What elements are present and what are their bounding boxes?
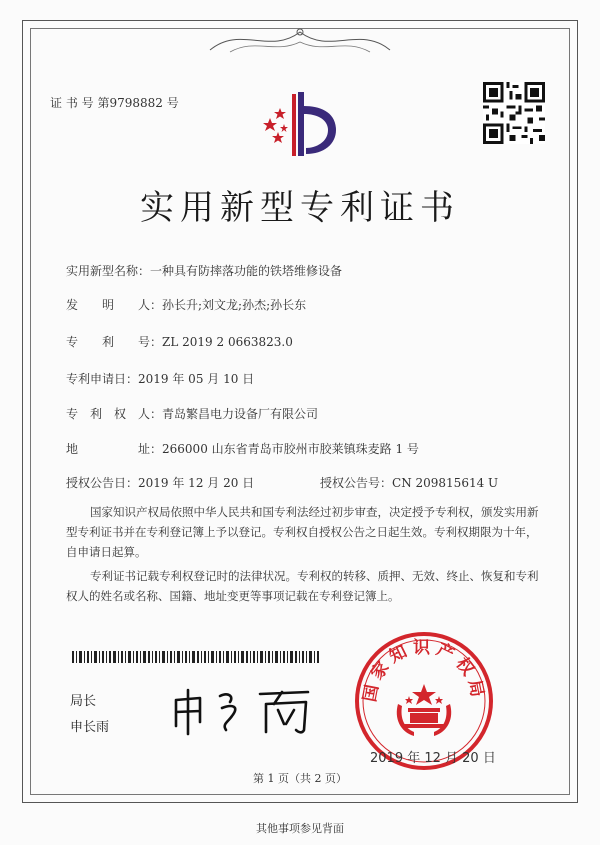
field-patentee xyxy=(66,405,318,422)
field-label: 地 址： xyxy=(66,442,163,456)
seal-date: 2019 年 12 月 20 日 xyxy=(370,751,496,766)
field-label: 专 利 权 人： xyxy=(66,407,163,421)
field-value: 2019 年 05 月 10 日 xyxy=(138,372,255,386)
field-inventors xyxy=(66,296,306,313)
field-label: 专利申请日： xyxy=(66,372,139,386)
field-label: 授权公告号： xyxy=(320,476,393,490)
top-ornament xyxy=(200,20,400,60)
field-utility-model-name xyxy=(66,262,342,279)
handwritten-signature xyxy=(170,686,330,736)
chief-title: 局长 xyxy=(70,694,97,709)
certificate-title: 实用新型专利证书 xyxy=(140,188,460,228)
qr-code xyxy=(483,82,545,144)
field-value: 孙长升;刘文龙;孙杰;孙长东 xyxy=(162,298,307,312)
footer-note: 其他事项参见背面 xyxy=(256,822,344,835)
field-application-date xyxy=(66,370,254,387)
page-number: 第 1 页（共 2 页） xyxy=(253,772,347,785)
field-publication-number xyxy=(320,474,498,491)
field-label: 授权公告日： xyxy=(66,476,139,490)
field-address xyxy=(66,440,419,457)
field-grant-date xyxy=(66,474,254,491)
chief-name: 申长雨 xyxy=(70,720,110,735)
field-label: 实用新型名称： xyxy=(66,264,151,278)
grant-statement-paragraph: 国家知识产权局依照中华人民共和国专利法经过初步审查，决定授予专利权，颁发实用新型专利证书并在专利登记簿上予以登记。专利权自授权公告之日起生效。专利权期限为十年，自申请日起算。 xyxy=(66,505,539,559)
legal-status-paragraph: 专利证书记载专利权登记时的法律状况。专利权的转移、质押、无效、终止、恢复和专利权人的姓名或名称、国籍、地址变更等事项记载在专利登记簿上。 xyxy=(66,569,539,603)
field-value: 2019 年 12 月 20 日 xyxy=(138,476,255,490)
barcode xyxy=(72,651,319,663)
certificate-number: 证 书 号 第9798882 号 xyxy=(50,96,179,110)
seal-text: 国家知识产权局 xyxy=(360,638,488,704)
field-label: 发 明 人： xyxy=(66,298,163,312)
field-value: 青岛繁昌电力设备厂有限公司 xyxy=(162,407,319,421)
field-value: ZL 2019 2 0663823.0 xyxy=(162,335,293,349)
field-value: 266000 山东省青岛市胶州市胶莱镇珠麦路 1 号 xyxy=(162,442,419,456)
field-patent-number xyxy=(66,333,293,350)
field-value: 一种具有防摔落功能的铁塔维修设备 xyxy=(150,264,343,278)
field-label: 专 利 号： xyxy=(66,335,163,349)
field-value: CN 209815614 U xyxy=(392,476,499,490)
patent-office-emblem xyxy=(258,84,344,164)
